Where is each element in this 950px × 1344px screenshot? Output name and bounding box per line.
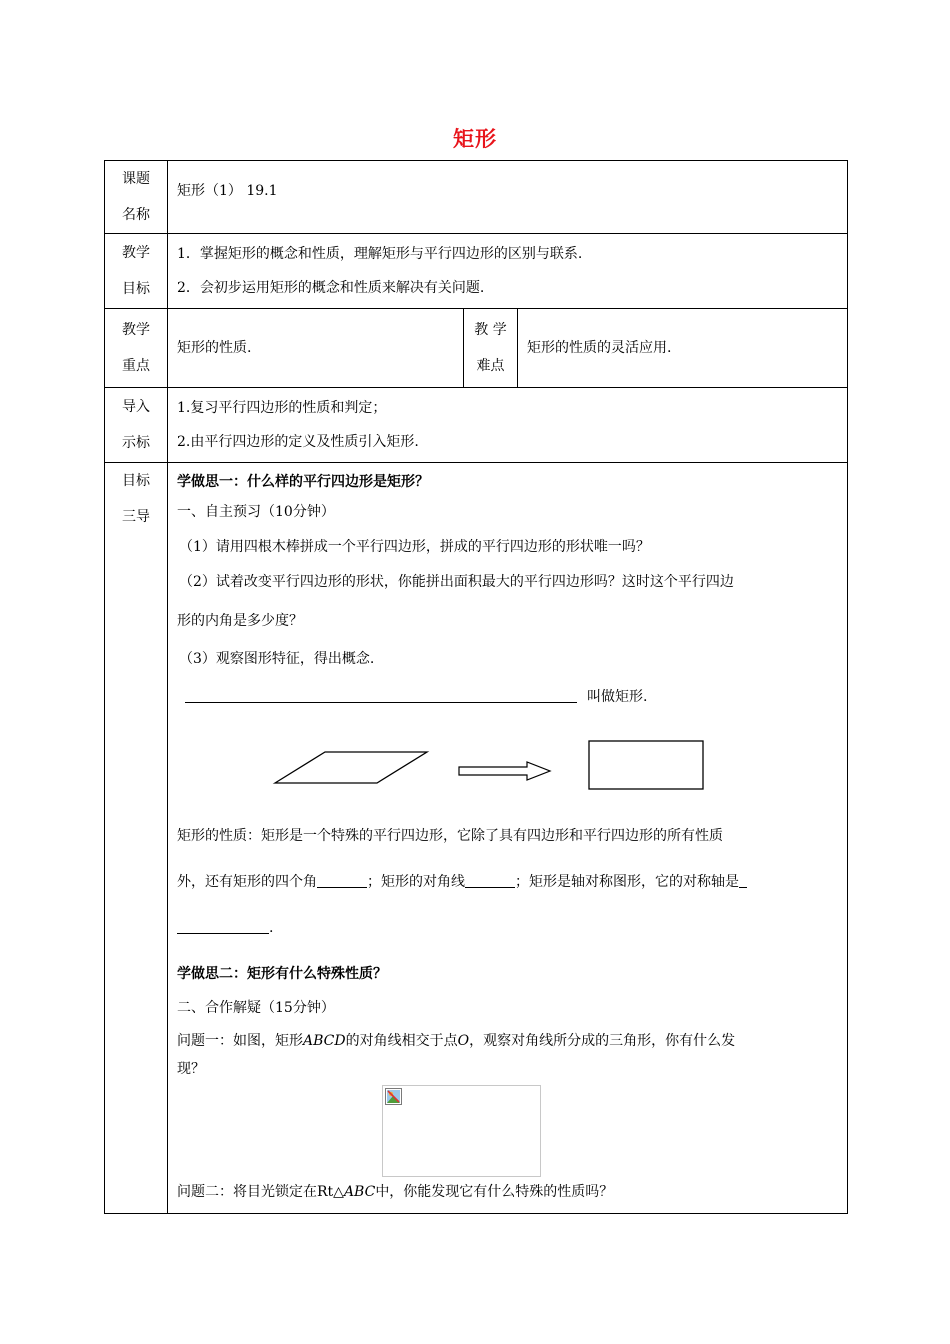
focus-label-line1: 教学: [122, 322, 150, 338]
shape-figure: [177, 715, 839, 811]
problem-1: [177, 1026, 839, 1057]
intro-label-line1: 导入: [122, 399, 150, 415]
topic-row: [105, 161, 848, 234]
definition-blank[interactable]: [185, 688, 577, 703]
definition-suffix: 叫做矩形.: [587, 689, 648, 705]
focus-label-line2: 重点: [122, 358, 150, 374]
parallelogram-shape: [275, 752, 427, 783]
body-label-line2: 三导: [122, 509, 150, 525]
goals-label-line1: 教学: [122, 245, 150, 261]
goals-label: [105, 234, 168, 309]
intro-content: [168, 388, 848, 463]
topic-label-line1: 课题: [122, 171, 150, 187]
goal-item: 1．掌握矩形的概念和性质，理解矩形与平行四边形的区别与联系.: [177, 246, 583, 262]
part2-title: 二、合作解疑（15分钟）: [177, 1000, 335, 1016]
intro-label-line2: 示标: [122, 435, 150, 451]
body-label: [105, 463, 168, 1214]
body-label-line1: 目标: [122, 473, 150, 489]
angles-blank[interactable]: [317, 873, 367, 888]
problem-1-cont: 现？: [177, 1061, 205, 1077]
goals-content: [168, 234, 848, 309]
question-2a: （2）试着改变平行四边形的形状，你能拼出面积最大的平行四边形吗？这时这个平行四边: [179, 574, 734, 590]
question-3: （3）观察图形特征，得出概念.: [179, 651, 375, 667]
intro-item: 1.复习平行四边形的性质和判定；: [177, 400, 387, 416]
difficulty-label: [464, 309, 518, 388]
difficulty-label-line1: 教 学: [474, 322, 507, 338]
problem-1-text: ，观察对角线所分成的三角形，你有什么发: [469, 1033, 736, 1049]
property-line-2: [177, 859, 839, 905]
difficulty-label-line2: 难点: [476, 358, 505, 374]
problem-2-text: 中，你能发现它有什么特殊的性质吗？: [375, 1184, 614, 1200]
intro-item: 2.由平行四边形的定义及性质引入矩形.: [177, 434, 419, 450]
definition-line: [177, 679, 839, 715]
axis-blank-start[interactable]: [739, 873, 747, 888]
section1-heading: 学做思一：什么样的平行四边形是矩形？: [177, 474, 429, 490]
intro-row: [105, 388, 848, 463]
problem-2-text: 问题二：将目光锁定在Rt△: [177, 1184, 344, 1200]
goals-label-line2: 目标: [122, 281, 150, 297]
topic-content: 矩形（1） 19.1: [168, 161, 848, 234]
focus-label: [105, 309, 168, 388]
problem-1-text: 问题一：如图，矩形: [177, 1033, 303, 1049]
property-line-3: [177, 905, 839, 951]
body-row: [105, 463, 848, 1214]
property-text: 外，还有矩形的四个角: [177, 874, 317, 890]
focus-row: [105, 309, 848, 388]
topic-label: [105, 161, 168, 234]
lesson-plan-table: [104, 160, 848, 1214]
problem-2: [177, 1177, 839, 1207]
difficulty-content: 矩形的性质的灵活应用.: [518, 309, 848, 388]
broken-image-icon: [385, 1088, 402, 1105]
parallelogram-to-rectangle-figure: [177, 715, 857, 811]
question-1: （1）请用四根木棒拼成一个平行四边形，拼成的平行四边形的形状唯一吗？: [179, 539, 650, 555]
topic-label-line2: 名称: [122, 207, 150, 223]
focus-content: 矩形的性质.: [168, 309, 464, 388]
goal-item: 2．会初步运用矩形的概念和性质来解决有关问题.: [177, 280, 485, 296]
problem-1-o: O: [457, 1033, 470, 1049]
problem-2-abc: ABC: [343, 1184, 376, 1200]
page-title: 矩形: [453, 126, 497, 151]
property-line-1: 矩形的性质：矩形是一个特殊的平行四边形，它除了具有四边形和平行四边形的所有性质: [177, 828, 723, 844]
arrow-right-icon: [459, 762, 550, 780]
part1-title: 一、自主预习（10分钟）: [177, 504, 335, 520]
property-text: ；矩形是轴对称图形，它的对称轴是: [515, 874, 739, 890]
broken-image-placeholder: [382, 1085, 541, 1177]
question-2b: 形的内角是多少度？: [177, 613, 303, 629]
property-period: .: [269, 920, 274, 936]
diagonals-blank[interactable]: [465, 873, 515, 888]
goals-row: [105, 234, 848, 309]
intro-label: [105, 388, 168, 463]
property-text: ；矩形的对角线: [367, 874, 465, 890]
rectangle-shape: [589, 741, 703, 789]
problem-1-abcd: ABCD: [303, 1033, 346, 1049]
problem-1-text: 的对角线相交于点: [345, 1033, 458, 1049]
axis-blank[interactable]: [177, 919, 269, 934]
section2-heading: 学做思二：矩形有什么特殊性质？: [177, 966, 387, 982]
body-content: [168, 463, 848, 1214]
